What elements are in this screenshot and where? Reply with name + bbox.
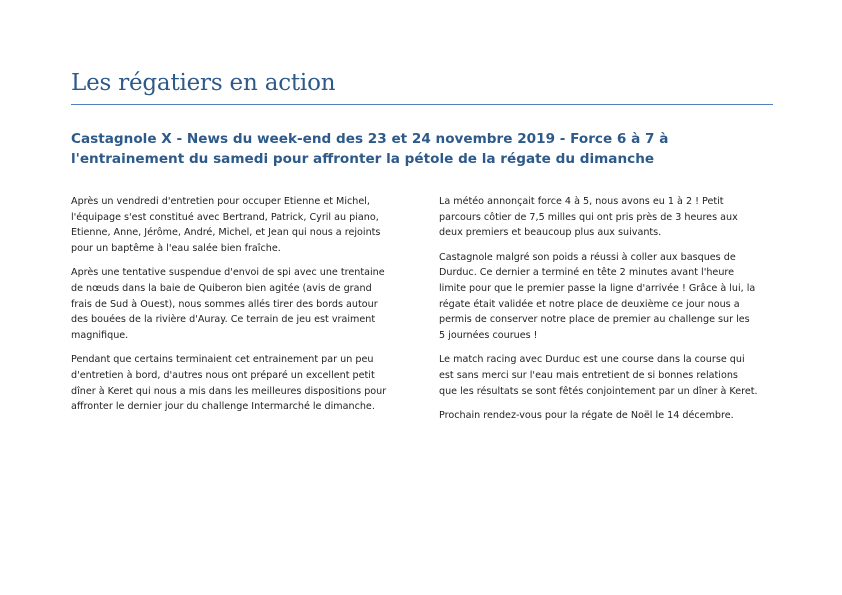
- paragraph: [71, 265, 411, 343]
- text-line: parcours côtier de 7,5 milles qui ont pris près de 3 heures aux: [439, 211, 738, 223]
- right-column: [439, 194, 784, 433]
- text-line: Le match racing avec Durduc est une course dans la course qui: [439, 354, 745, 366]
- text-line: La météo annonçait force 4 à 5, nous avons eu 1 à 2 ! Petit: [439, 196, 724, 207]
- paragraph: [439, 250, 784, 344]
- text-line: 5 journées courues !: [439, 329, 538, 341]
- paragraph: [71, 194, 411, 256]
- title-divider: [71, 104, 773, 105]
- subtitle-line: Castagnole X - News du week-end des 23 et 24 novembre 2019 - Force 6 à 7 à: [71, 131, 669, 147]
- text-line: Après un vendredi d'entretien pour occuper Etienne et Michel,: [71, 196, 370, 207]
- text-line: Etienne, Anne, Jérôme, André, Michel, et Jean qui nous a rejoints: [71, 227, 381, 239]
- page-title: Les régatiers en action: [71, 70, 336, 96]
- text-line: des bouées de la rivière d'Auray. Ce terrain de jeu est vraiment: [71, 314, 376, 326]
- text-line: pour un baptême à l'eau salée bien fraîche.: [71, 242, 281, 254]
- paragraph: [439, 194, 784, 241]
- text-line: Prochain rendez-vous pour la régate de Noël le 14 décembre.: [439, 410, 734, 422]
- text-line: frais de Sud à Ouest), nous sommes allés tirer des bords autour: [71, 298, 378, 310]
- article-subtitle: [71, 129, 773, 169]
- text-line: magnifique.: [71, 329, 129, 341]
- paragraph: [439, 352, 784, 399]
- subtitle-line: l'entrainement du samedi pour affronter la pétole de la régate du dimanche: [71, 151, 655, 167]
- paragraph: [71, 352, 411, 414]
- text-line: Après une tentative suspendue d'envoi de spi avec une trentaine: [71, 267, 385, 279]
- left-column: [71, 194, 411, 424]
- text-line: permis de conserver notre place de premier au challenge sur les: [439, 314, 750, 326]
- text-line: limite pour que le premier passe la ligne d'arrivée ! Grâce à lui, la: [439, 282, 756, 294]
- text-line: dîner à Keret qui nous a mis dans les meilleures dispositions pour: [71, 385, 387, 397]
- text-line: est sans merci sur l'eau mais entretient de si bonnes relations: [439, 369, 738, 381]
- text-line: Durduc. Ce dernier a terminé en tête 2 minutes avant l'heure: [439, 267, 735, 279]
- text-line: Pendant que certains terminaient cet entrainement par un peu: [71, 354, 374, 366]
- text-line: affronter le dernier jour du challenge Intermarché le dimanche.: [71, 401, 375, 413]
- text-line: que les résultats se sont fêtés conjointement par un dîner à Keret.: [439, 385, 758, 397]
- text-line: régate était validée et notre place de deuxième ce jour nous a: [439, 298, 740, 310]
- text-line: deux premiers et beaucoup plus aux suivants.: [439, 227, 662, 239]
- paragraph: [439, 408, 784, 424]
- text-line: d'entretien à bord, d'autres nous ont préparé un excellent petit: [71, 369, 375, 381]
- text-line: l'équipage s'est constitué avec Bertrand, Patrick, Cyril au piano,: [71, 211, 379, 223]
- text-line: de nœuds dans la baie de Quiberon bien agitée (avis de grand: [71, 282, 372, 294]
- text-line: Castagnole malgré son poids a réussi à coller aux basques de: [439, 251, 736, 263]
